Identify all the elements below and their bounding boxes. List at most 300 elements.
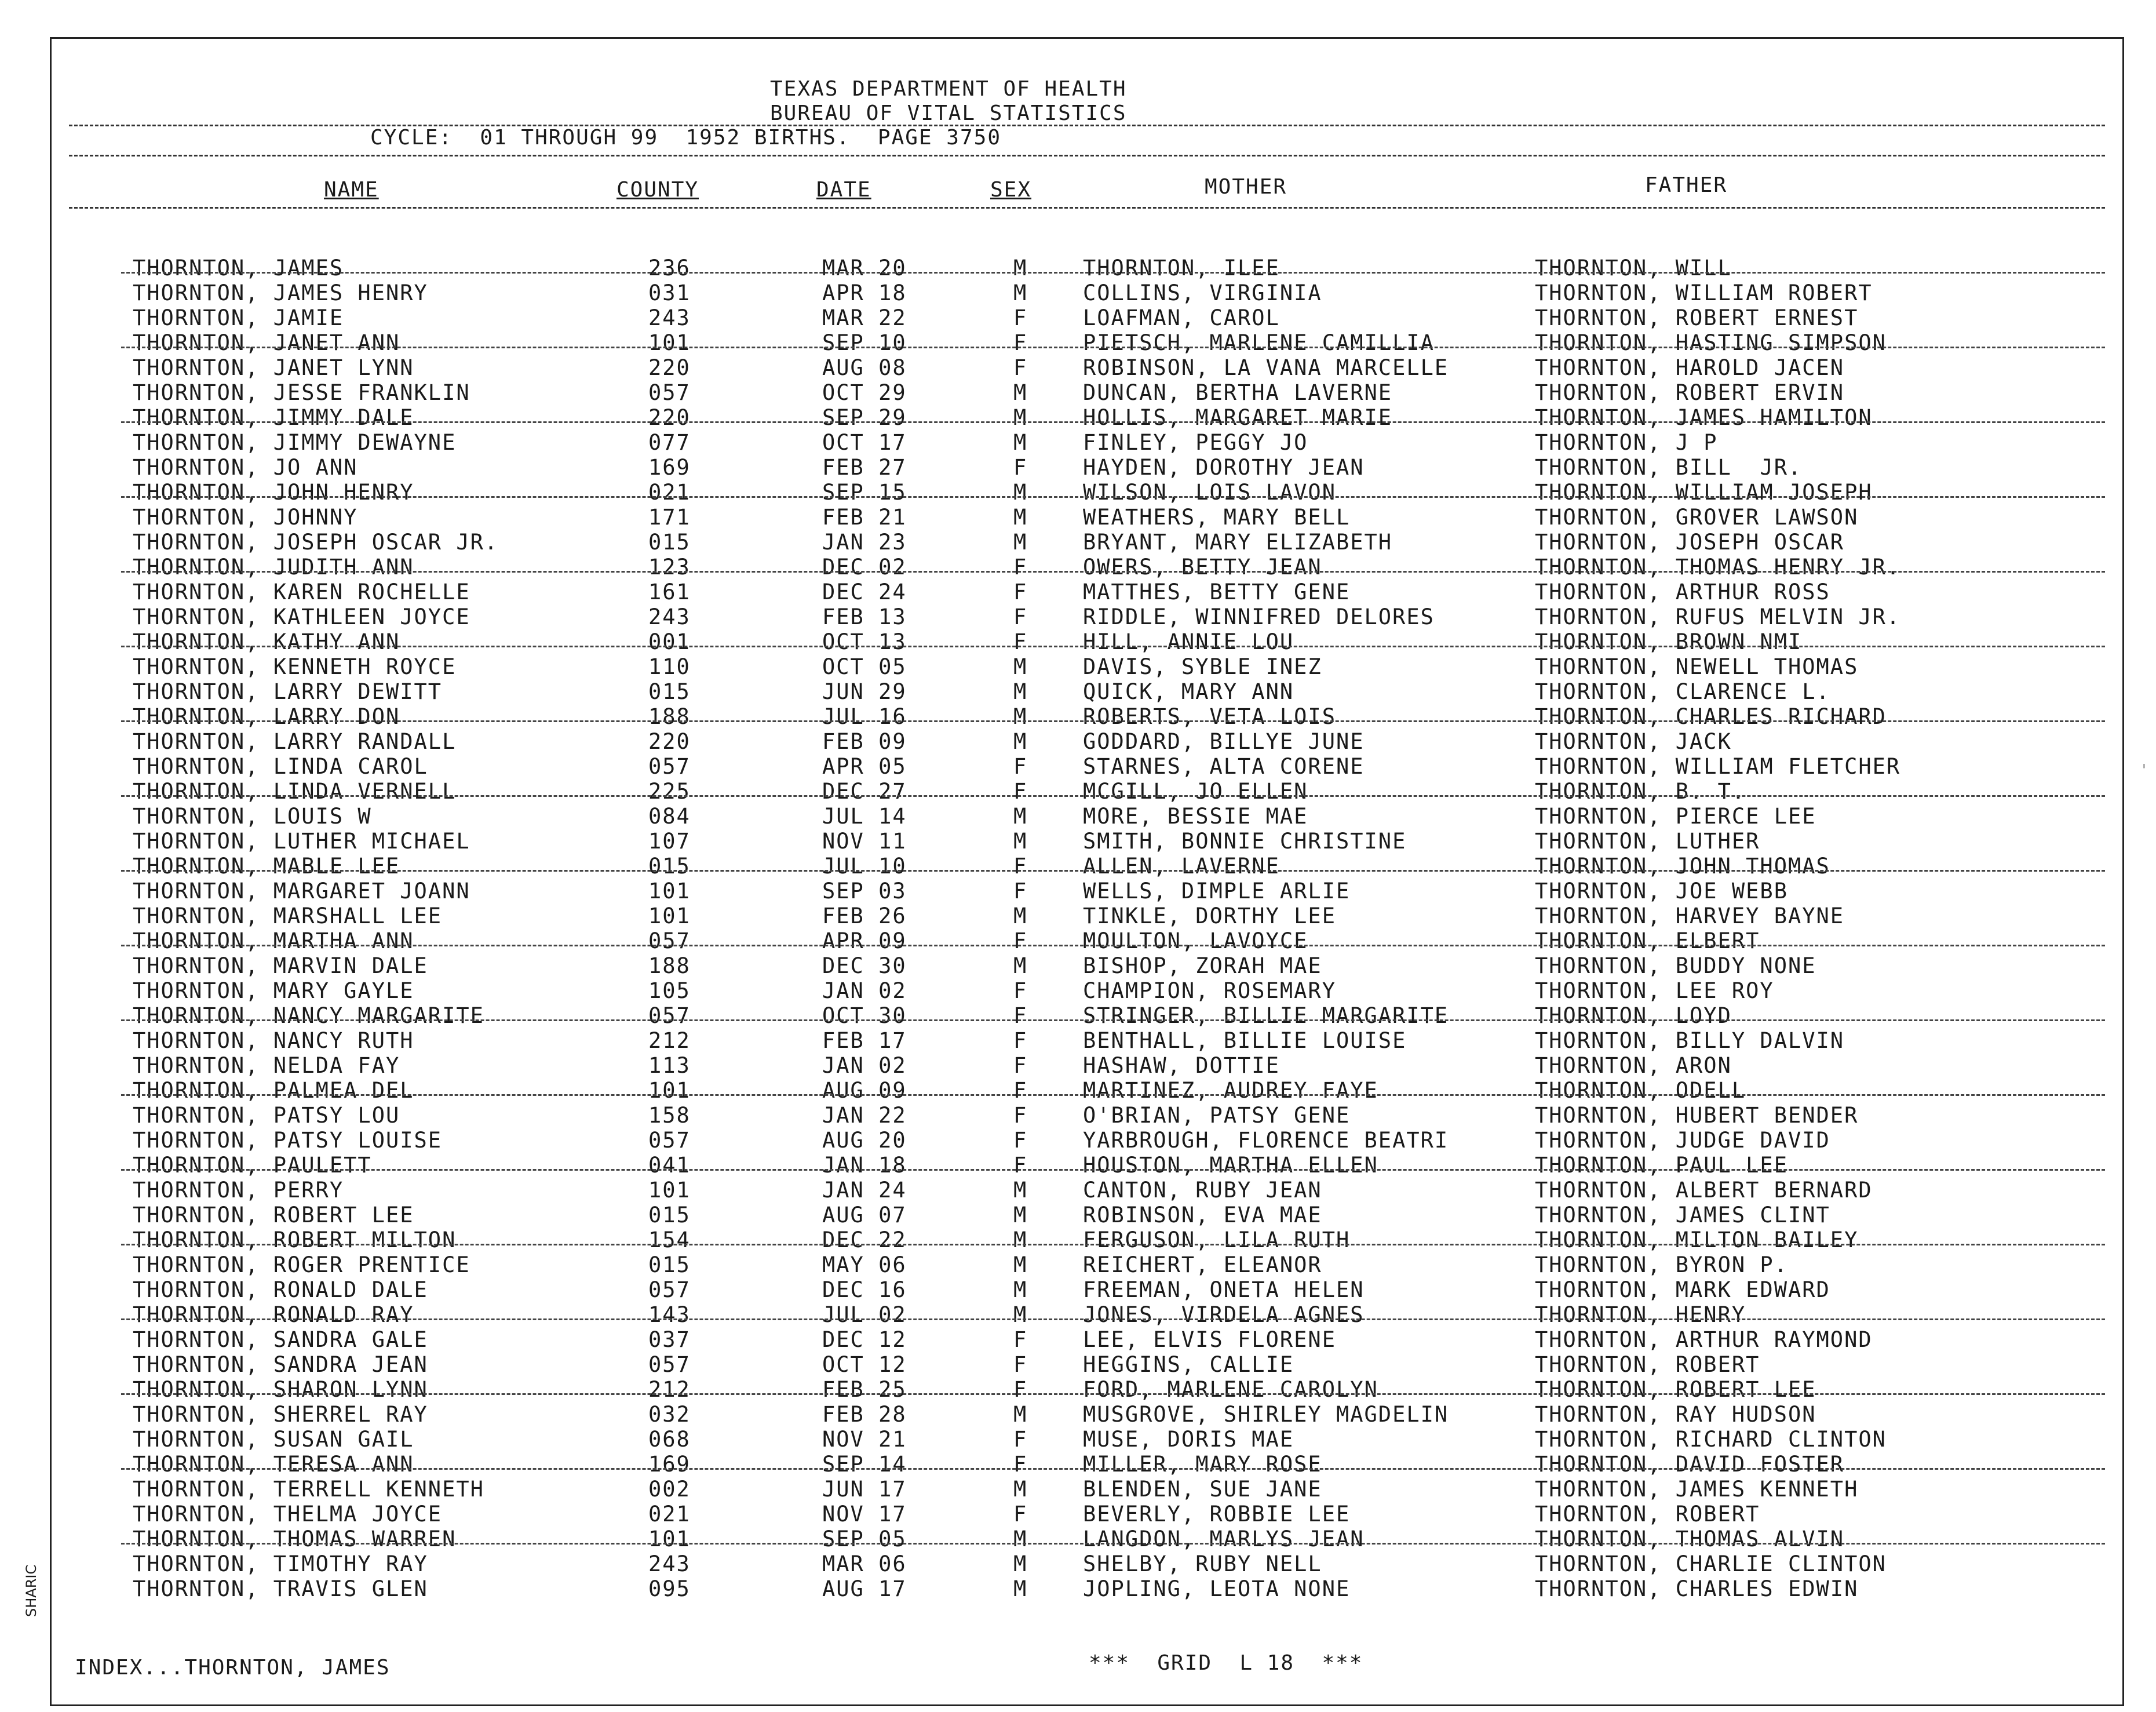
cell-county: 101 (648, 1178, 691, 1203)
cell-date: FEB 13 (822, 604, 907, 629)
cell-name: THORNTON, LARRY RANDALL (133, 729, 457, 754)
cell-father: THORNTON, BILL JR. (1535, 455, 1803, 480)
table-row (52, 875, 2122, 904)
column-header-mother: MOTHER (1205, 175, 1287, 199)
cell-sex: M (1013, 1402, 1028, 1427)
cell-father: THORNTON, HASTING SIMPSON (1535, 330, 1887, 355)
cell-sex: F (1013, 1377, 1028, 1402)
table-row (52, 1124, 2122, 1153)
cell-mother: BENTHALL, BILLIE LOUISE (1083, 1028, 1407, 1053)
cell-mother: SMITH, BONNIE CHRISTINE (1083, 829, 1407, 854)
cell-name: THORNTON, TERESA ANN (133, 1452, 414, 1477)
cell-county: 032 (648, 1402, 691, 1427)
cell-date: JAN 23 (822, 530, 907, 555)
cell-county: 158 (648, 1103, 691, 1128)
table-row (52, 1548, 2122, 1576)
cell-mother: BEVERLY, ROBBIE LEE (1083, 1502, 1351, 1527)
cell-father: THORNTON, ARON (1535, 1053, 1732, 1078)
cell-father: THORNTON, ALBERT BERNARD (1535, 1178, 1873, 1203)
cell-county: 243 (648, 305, 691, 330)
table-row (52, 1473, 2122, 1502)
cell-county: 077 (648, 430, 691, 455)
cell-date: NOV 17 (822, 1502, 907, 1527)
cell-sex: F (1013, 330, 1028, 355)
cell-father: THORNTON, RUFUS MELVIN JR. (1535, 604, 1901, 629)
footer-index: INDEX...THORNTON, JAMES (75, 1656, 391, 1680)
cell-father: THORNTON, HARVEY BAYNE (1535, 904, 1845, 928)
side-label: SHARIC (23, 1564, 39, 1617)
cell-father: THORNTON, B. T. (1535, 779, 1746, 804)
cell-sex: M (1013, 729, 1028, 754)
cell-father: THORNTON, JOHN THOMAS (1535, 854, 1830, 879)
cell-father: THORNTON, JACK (1535, 729, 1732, 754)
table-row (52, 701, 2122, 729)
cell-sex: F (1013, 629, 1028, 654)
cell-county: 057 (648, 754, 691, 779)
cell-father: THORNTON, HUBERT BENDER (1535, 1103, 1859, 1128)
cell-sex: M (1013, 430, 1028, 455)
table-row (52, 451, 2122, 480)
cell-mother: MORE, BESSIE MAE (1083, 804, 1308, 829)
cell-name: THORNTON, SHARON LYNN (133, 1377, 428, 1402)
cell-date: JUL 16 (822, 704, 907, 729)
cell-name: THORNTON, ROBERT MILTON (133, 1227, 457, 1252)
cell-county: 002 (648, 1477, 691, 1502)
cell-date: OCT 13 (822, 629, 907, 654)
cell-mother: HEGGINS, CALLIE (1083, 1352, 1294, 1377)
cell-father: THORNTON, ODELL (1535, 1078, 1746, 1103)
cell-mother: COLLINS, VIRGINIA (1083, 281, 1322, 305)
cell-sex: F (1013, 1452, 1028, 1477)
cell-sex: F (1013, 754, 1028, 779)
cell-sex: M (1013, 904, 1028, 928)
cell-sex: F (1013, 1153, 1028, 1178)
cell-sex: M (1013, 679, 1028, 704)
column-header-sex: SEX (990, 178, 1032, 202)
cell-father: THORNTON, THOMAS HENRY JR. (1535, 555, 1901, 580)
cell-county: 015 (648, 1252, 691, 1277)
cell-name: THORNTON, SANDRA JEAN (133, 1352, 428, 1377)
cell-father: THORNTON, ROBERT LEE (1535, 1377, 1816, 1402)
cell-date: FEB 21 (822, 505, 907, 530)
cell-mother: WILSON, LOIS LAVON (1083, 480, 1336, 505)
table-row (52, 1149, 2122, 1178)
cell-father: THORNTON, CHARLES RICHARD (1535, 704, 1887, 729)
cell-date: DEC 24 (822, 580, 907, 604)
table-row (52, 1174, 2122, 1203)
cell-date: MAY 06 (822, 1252, 907, 1277)
cell-sex: F (1013, 1103, 1028, 1128)
cell-mother: YARBROUGH, FLORENCE BEATRI (1083, 1128, 1449, 1153)
cell-name: THORNTON, JOSEPH OSCAR JR. (133, 530, 499, 555)
cell-sex: F (1013, 1427, 1028, 1452)
cell-county: 015 (648, 530, 691, 555)
cell-date: JAN 02 (822, 1053, 907, 1078)
cell-name: THORNTON, MABLE LEE (133, 854, 400, 879)
cell-sex: F (1013, 555, 1028, 580)
cell-sex: F (1013, 1053, 1028, 1078)
cell-name: THORNTON, KENNETH ROYCE (133, 654, 457, 679)
cell-name: THORNTON, LUTHER MICHAEL (133, 829, 470, 854)
cell-mother: LEE, ELVIS FLORENE (1083, 1327, 1336, 1352)
cell-mother: LANGDON, MARLYS JEAN (1083, 1527, 1365, 1551)
cell-mother: STRINGER, BILLIE MARGARITE (1083, 1003, 1449, 1028)
cell-date: FEB 26 (822, 904, 907, 928)
cell-county: 068 (648, 1427, 691, 1452)
cell-sex: M (1013, 480, 1028, 505)
cell-father: THORNTON, RAY HUDSON (1535, 1402, 1816, 1427)
cell-mother: QUICK, MARY ANN (1083, 679, 1294, 704)
cell-date: DEC 16 (822, 1277, 907, 1302)
cell-county: 188 (648, 953, 691, 978)
cell-name: THORNTON, ROGER PRENTICE (133, 1252, 470, 1277)
cell-father: THORNTON, LOYD (1535, 1003, 1732, 1028)
cell-name: THORNTON, LOUIS W (133, 804, 372, 829)
cell-father: THORNTON, JAMES HAMILTON (1535, 405, 1873, 430)
cell-mother: HOUSTON, MARTHA ELLEN (1083, 1153, 1378, 1178)
cell-mother: STARNES, ALTA CORENE (1083, 754, 1365, 779)
cell-name: THORNTON, NELDA FAY (133, 1053, 400, 1078)
cell-sex: F (1013, 879, 1028, 904)
cell-father: THORNTON, HENRY (1535, 1302, 1746, 1327)
cell-mother: OWERS, BETTY JEAN (1083, 555, 1322, 580)
table-row (52, 551, 2122, 580)
cell-name: THORNTON, LINDA VERNELL (133, 779, 457, 804)
cell-name: THORNTON, SANDRA GALE (133, 1327, 428, 1352)
column-header-date: DATE (816, 178, 871, 202)
cell-date: APR 09 (822, 928, 907, 953)
table-row (52, 1025, 2122, 1053)
table-row (52, 352, 2122, 380)
cell-date: FEB 27 (822, 455, 907, 480)
table-row (52, 1249, 2122, 1277)
cell-date: SEP 05 (822, 1527, 907, 1551)
cell-father: THORNTON, RICHARD CLINTON (1535, 1427, 1887, 1452)
cell-sex: M (1013, 1302, 1028, 1327)
cell-mother: REICHERT, ELEANOR (1083, 1252, 1322, 1277)
cell-name: THORNTON, JANET LYNN (133, 355, 414, 380)
cell-date: JUN 17 (822, 1477, 907, 1502)
cell-county: 057 (648, 1352, 691, 1377)
cell-sex: M (1013, 281, 1028, 305)
cell-mother: BLENDEN, SUE JANE (1083, 1477, 1322, 1502)
footer-grid: *** GRID L 18 *** (1089, 1651, 1363, 1675)
cell-father: THORNTON, BUDDY NONE (1535, 953, 1816, 978)
cell-father: THORNTON, BROWN NMI (1535, 629, 1803, 654)
cell-county: 188 (648, 704, 691, 729)
table-row (52, 751, 2122, 779)
table-row (52, 1000, 2122, 1028)
cell-date: DEC 30 (822, 953, 907, 978)
table-row (52, 277, 2122, 305)
cell-county: 031 (648, 281, 691, 305)
cell-date: JUN 29 (822, 679, 907, 704)
table-row (52, 825, 2122, 854)
cell-father: THORNTON, WILLIAM FLETCHER (1535, 754, 1901, 779)
table-row (52, 501, 2122, 530)
cell-county: 057 (648, 928, 691, 953)
cell-father: THORNTON, ROBERT (1535, 1352, 1760, 1377)
cell-county: 212 (648, 1028, 691, 1053)
cell-name: THORNTON, LARRY DEWITT (133, 679, 443, 704)
cell-county: 101 (648, 1527, 691, 1551)
cell-name: THORNTON, RONALD DALE (133, 1277, 428, 1302)
table-row (52, 676, 2122, 704)
cell-father: THORNTON, ROBERT ERNEST (1535, 305, 1859, 330)
cell-mother: MATTHES, BETTY GENE (1083, 580, 1351, 604)
cell-date: JUL 14 (822, 804, 907, 829)
cell-father: THORNTON, ARTHUR ROSS (1535, 580, 1830, 604)
cell-date: MAR 22 (822, 305, 907, 330)
cell-sex: M (1013, 530, 1028, 555)
cell-mother: THORNTON, ILEE (1083, 256, 1280, 281)
cell-mother: FERGUSON, LILA RUTH (1083, 1227, 1351, 1252)
cell-county: 101 (648, 879, 691, 904)
cell-name: THORNTON, THELMA JOYCE (133, 1502, 443, 1527)
cell-name: THORNTON, PATSY LOUISE (133, 1128, 443, 1153)
table-row (52, 601, 2122, 629)
table-row (52, 1224, 2122, 1252)
table-row (52, 1374, 2122, 1402)
cell-sex: M (1013, 1576, 1028, 1601)
cell-mother: FORD, MARLENE CAROLYN (1083, 1377, 1378, 1402)
cell-date: AUG 09 (822, 1078, 907, 1103)
cell-name: THORNTON, SHERREL RAY (133, 1402, 428, 1427)
table-row (52, 377, 2122, 405)
cell-date: OCT 05 (822, 654, 907, 679)
cell-name: THORNTON, JIMMY DALE (133, 405, 414, 430)
column-header-county: COUNTY (616, 178, 699, 202)
cell-father: THORNTON, JUDGE DAVID (1535, 1128, 1830, 1153)
cell-sex: M (1013, 1551, 1028, 1576)
cell-father: THORNTON, MILTON BAILEY (1535, 1227, 1859, 1252)
cell-name: THORNTON, NANCY MARGARITE (133, 1003, 484, 1028)
cell-mother: MOULTON, LAVOYCE (1083, 928, 1308, 953)
cell-county: 105 (648, 978, 691, 1003)
cell-date: APR 18 (822, 281, 907, 305)
cell-county: 236 (648, 256, 691, 281)
cell-county: 057 (648, 380, 691, 405)
cell-father: THORNTON, ROBERT (1535, 1502, 1760, 1527)
cell-father: THORNTON, GROVER LAWSON (1535, 505, 1859, 530)
cell-county: 143 (648, 1302, 691, 1327)
cell-name: THORNTON, MARGARET JOANN (133, 879, 470, 904)
cell-mother: GODDARD, BILLYE JUNE (1083, 729, 1365, 754)
cell-sex: F (1013, 355, 1028, 380)
cell-county: 243 (648, 604, 691, 629)
table-row (52, 1074, 2122, 1103)
document-frame (50, 37, 2124, 1706)
cell-county: 015 (648, 1203, 691, 1227)
cell-mother: WELLS, DIMPLE ARLIE (1083, 879, 1351, 904)
cell-father: THORNTON, WILLIAM ROBERT (1535, 281, 1873, 305)
cell-date: JUL 02 (822, 1302, 907, 1327)
cell-county: 169 (648, 455, 691, 480)
cell-county: 110 (648, 654, 691, 679)
cell-sex: M (1013, 405, 1028, 430)
table-row (52, 526, 2122, 555)
header-bureau: BUREAU OF VITAL STATISTICS (770, 101, 1127, 125)
cell-name: THORNTON, MARY GAYLE (133, 978, 414, 1003)
cell-name: THORNTON, TERRELL KENNETH (133, 1477, 484, 1502)
cell-sex: M (1013, 1477, 1028, 1502)
cell-father: THORNTON, DAVID FOSTER (1535, 1452, 1845, 1477)
cell-sex: M (1013, 1277, 1028, 1302)
cell-mother: TINKLE, DORTHY LEE (1083, 904, 1336, 928)
cell-mother: ALLEN, LAVERNE (1083, 854, 1280, 879)
cell-father: THORNTON, JAMES KENNETH (1535, 1477, 1859, 1502)
cell-mother: MARTINEZ, AUDREY FAYE (1083, 1078, 1378, 1103)
table-row (52, 1448, 2122, 1477)
cell-father: THORNTON, MARK EDWARD (1535, 1277, 1830, 1302)
cell-name: THORNTON, JUDITH ANN (133, 555, 414, 580)
cell-father: THORNTON, BYRON P. (1535, 1252, 1788, 1277)
cell-mother: HOLLIS, MARGARET MARIE (1083, 405, 1393, 430)
cell-name: THORNTON, SUSAN GAIL (133, 1427, 414, 1452)
cell-county: 113 (648, 1053, 691, 1078)
cell-sex: F (1013, 455, 1028, 480)
table-row (52, 1099, 2122, 1128)
cell-date: OCT 30 (822, 1003, 907, 1028)
cell-mother: DAVIS, SYBLE INEZ (1083, 654, 1322, 679)
table-row (52, 576, 2122, 604)
cell-mother: MCGILL, JO ELLEN (1083, 779, 1308, 804)
cell-county: 101 (648, 330, 691, 355)
column-header-name: NAME (324, 178, 379, 202)
column-header-divider (69, 207, 2105, 209)
cell-name: THORNTON, PALMEA DEL (133, 1078, 414, 1103)
cell-father: THORNTON, LUTHER (1535, 829, 1760, 854)
cell-date: AUG 20 (822, 1128, 907, 1153)
table-row (52, 327, 2122, 355)
cell-mother: BISHOP, ZORAH MAE (1083, 953, 1322, 978)
cell-date: JAN 02 (822, 978, 907, 1003)
cell-sex: F (1013, 1352, 1028, 1377)
cell-date: NOV 21 (822, 1427, 907, 1452)
cell-sex: M (1013, 1178, 1028, 1203)
cell-county: 021 (648, 1502, 691, 1527)
cell-father: THORNTON, ROBERT ERVIN (1535, 380, 1845, 405)
cell-sex: M (1013, 654, 1028, 679)
cell-mother: CHAMPION, ROSEMARY (1083, 978, 1336, 1003)
cell-sex: M (1013, 829, 1028, 854)
cell-sex: M (1013, 380, 1028, 405)
cell-mother: FREEMAN, ONETA HELEN (1083, 1277, 1365, 1302)
cell-name: THORNTON, TRAVIS GLEN (133, 1576, 428, 1601)
cell-mother: LOAFMAN, CAROL (1083, 305, 1280, 330)
table-row (52, 775, 2122, 804)
cell-date: SEP 15 (822, 480, 907, 505)
cell-sex: F (1013, 1078, 1028, 1103)
cell-date: DEC 12 (822, 1327, 907, 1352)
table-row (52, 1274, 2122, 1302)
cell-mother: HASHAW, DOTTIE (1083, 1053, 1280, 1078)
cell-father: THORNTON, CHARLIE CLINTON (1535, 1551, 1887, 1576)
cell-name: THORNTON, KATHY ANN (133, 629, 400, 654)
cell-mother: ROBINSON, EVA MAE (1083, 1203, 1322, 1227)
header-cycle: CYCLE: 01 THROUGH 99 1952 BIRTHS. PAGE 3750 (370, 126, 1001, 150)
cell-county: 021 (648, 480, 691, 505)
table-row (52, 1523, 2122, 1551)
cell-sex: F (1013, 978, 1028, 1003)
cell-father: THORNTON, PIERCE LEE (1535, 804, 1816, 829)
table-row (52, 975, 2122, 1003)
cell-date: SEP 10 (822, 330, 907, 355)
cell-mother: HILL, ANNIE LOU (1083, 629, 1294, 654)
cell-name: THORNTON, PERRY (133, 1178, 344, 1203)
cell-name: THORNTON, RONALD RAY (133, 1302, 414, 1327)
cell-name: THORNTON, PATSY LOU (133, 1103, 400, 1128)
cell-father: THORNTON, WILLIAM JOSEPH (1535, 480, 1873, 505)
cell-sex: F (1013, 779, 1028, 804)
cell-county: 057 (648, 1277, 691, 1302)
cell-father: THORNTON, ARTHUR RAYMOND (1535, 1327, 1873, 1352)
column-header-father: FATHER (1645, 173, 1728, 197)
table-row (52, 850, 2122, 879)
cell-father: THORNTON, BILLY DALVIN (1535, 1028, 1845, 1053)
cell-date: SEP 29 (822, 405, 907, 430)
cell-sex: F (1013, 928, 1028, 953)
table-row (52, 1324, 2122, 1352)
cell-sex: F (1013, 305, 1028, 330)
table-row (52, 651, 2122, 679)
table-row (52, 476, 2122, 505)
cell-mother: MUSGROVE, SHIRLEY MAGDELIN (1083, 1402, 1449, 1427)
cell-county: 169 (648, 1452, 691, 1477)
cell-date: AUG 07 (822, 1203, 907, 1227)
cell-date: AUG 08 (822, 355, 907, 380)
table-row (52, 800, 2122, 829)
cell-date: MAR 06 (822, 1551, 907, 1576)
cell-mother: SHELBY, RUBY NELL (1083, 1551, 1322, 1576)
table-row (52, 925, 2122, 953)
cell-name: THORNTON, JAMIE (133, 305, 344, 330)
cell-mother: HAYDEN, DOROTHY JEAN (1083, 455, 1365, 480)
cell-name: THORNTON, JAMES (133, 256, 344, 281)
cell-date: DEC 27 (822, 779, 907, 804)
table-row (52, 950, 2122, 978)
table-row (52, 1573, 2122, 1601)
table-row (52, 252, 2122, 281)
cell-father: THORNTON, PAUL LEE (1535, 1153, 1788, 1178)
cell-date: OCT 29 (822, 380, 907, 405)
cell-name: THORNTON, JIMMY DEWAYNE (133, 430, 457, 455)
table-row (52, 726, 2122, 754)
cell-name: THORNTON, JOHN HENRY (133, 480, 414, 505)
cell-mother: JOPLING, LEOTA NONE (1083, 1576, 1351, 1601)
cell-father: THORNTON, NEWELL THOMAS (1535, 654, 1859, 679)
cell-mother: O'BRIAN, PATSY GENE (1083, 1103, 1351, 1128)
cell-date: FEB 17 (822, 1028, 907, 1053)
cell-name: THORNTON, LARRY DON (133, 704, 400, 729)
cell-county: 243 (648, 1551, 691, 1576)
cell-county: 220 (648, 405, 691, 430)
table-row (52, 427, 2122, 455)
cell-name: THORNTON, PAULETT (133, 1153, 372, 1178)
cell-mother: ROBERTS, VETA LOIS (1083, 704, 1336, 729)
cell-date: NOV 11 (822, 829, 907, 854)
cell-county: 037 (648, 1327, 691, 1352)
cell-date: MAR 20 (822, 256, 907, 281)
cell-father: THORNTON, WILL (1535, 256, 1732, 281)
cell-date: JAN 22 (822, 1103, 907, 1128)
cell-name: THORNTON, JO ANN (133, 455, 358, 480)
cell-date: FEB 09 (822, 729, 907, 754)
cell-date: SEP 14 (822, 1452, 907, 1477)
cell-mother: RIDDLE, WINNIFRED DELORES (1083, 604, 1435, 629)
cell-county: 220 (648, 355, 691, 380)
cell-father: THORNTON, LEE ROY (1535, 978, 1774, 1003)
